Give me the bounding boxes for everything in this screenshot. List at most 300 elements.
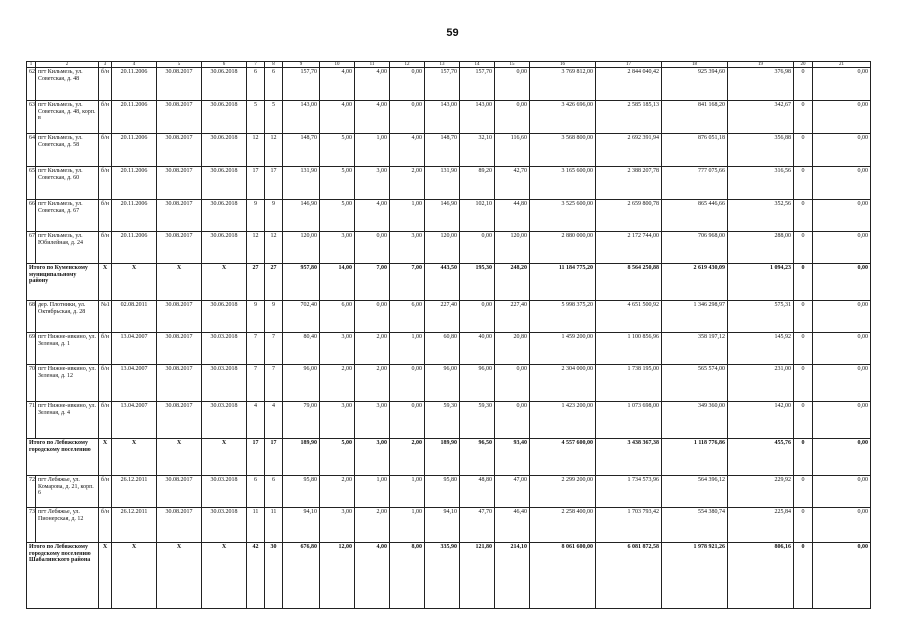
address-cell: пгт Лебяжье, ул. Комарова, д. 21, корп. 6 [36,476,99,508]
row-number: 71 [27,402,36,439]
value-cell: 40,00 [460,333,495,365]
subtotal-row [27,543,871,609]
value-cell: 20.11.2006 [112,68,157,101]
value-cell: 7 [265,333,283,365]
value-cell: 80,40 [283,333,320,365]
value-cell: 231,00 [728,365,794,402]
value-cell: 30.03.2018 [202,508,247,543]
value-cell: 358 197,12 [662,333,728,365]
value-cell: 3 769 812,00 [530,68,596,101]
value-cell: 4 651 500,92 [596,301,662,333]
subtotal-value: X [157,439,202,476]
value-cell: 42,70 [495,167,530,200]
value-cell: 146,90 [283,200,320,232]
value-cell: 6 [247,476,265,508]
value-cell: 9 [265,301,283,333]
subtotal-value: X [157,543,202,609]
value-cell: 0 [794,200,813,232]
subtotal-value: 8 061 600,00 [530,543,596,609]
value-cell: 1,00 [390,476,425,508]
table-row [27,200,871,232]
address-cell: пгт Кильмезь, ул. Советская, д. 67 [36,200,99,232]
value-cell: 02.08.2011 [112,301,157,333]
value-cell: 4,00 [355,101,390,134]
subtotal-value: 12,00 [320,543,355,609]
value-cell: б/н [99,200,112,232]
address-cell: пгт Нижне-ивкино, ул. Зеленая, д. 12 [36,365,99,402]
value-cell: 59,30 [425,402,460,439]
address-cell: пгт Кильмезь, ул. Советская, д. 48 [36,68,99,101]
value-cell: 349 360,00 [662,402,728,439]
value-cell: 706 968,00 [662,232,728,264]
subtotal-value: X [99,439,112,476]
value-cell: 4,00 [320,68,355,101]
column-number: 2 [36,62,99,68]
subtotal-value: 8,00 [390,543,425,609]
value-cell: 342,67 [728,101,794,134]
subtotal-value: 3 438 367,38 [596,439,662,476]
value-cell: 3,00 [355,402,390,439]
value-cell: 4,00 [355,200,390,232]
value-cell: б/н [99,101,112,134]
value-cell: 120,00 [495,232,530,264]
value-cell: 20,80 [495,333,530,365]
value-cell: 6 [247,68,265,101]
value-cell: 12 [265,232,283,264]
column-number: 21 [813,62,871,68]
value-cell: 0 [794,101,813,134]
row-number: 68 [27,301,36,333]
subtotal-value: 443,50 [425,264,460,301]
subtotal-value: 214,10 [495,543,530,609]
value-cell: 1,00 [390,508,425,543]
value-cell: 79,00 [283,402,320,439]
column-number: 17 [596,62,662,68]
value-cell: 4 [247,402,265,439]
subtotal-value: 7,00 [390,264,425,301]
subtotal-value: 17 [265,439,283,476]
value-cell: 1 346 298,97 [662,301,728,333]
value-cell: 143,00 [460,101,495,134]
table-row [27,167,871,200]
value-cell: 225,84 [728,508,794,543]
value-cell: 0 [794,365,813,402]
value-cell: 564 396,12 [662,476,728,508]
value-cell: б/н [99,134,112,167]
value-cell: 30.03.2018 [202,365,247,402]
table-row [27,333,871,365]
value-cell: 30.08.2017 [157,68,202,101]
value-cell: 30.03.2018 [202,402,247,439]
column-number: 20 [794,62,813,68]
column-number: 10 [320,62,355,68]
value-cell: 116,60 [495,134,530,167]
table-row [27,301,871,333]
value-cell: 30.08.2017 [157,134,202,167]
table-row [27,402,871,439]
address-cell: пгт Лебяжье, ул. Пионерская, д. 12 [36,508,99,543]
value-cell: 131,90 [283,167,320,200]
subtotal-value: 2 619 430,09 [662,264,728,301]
value-cell: 575,31 [728,301,794,333]
value-cell: 95,80 [283,476,320,508]
column-number: 19 [728,62,794,68]
subtotal-value: X [202,543,247,609]
row-number: 63 [27,101,36,134]
column-number: 4 [112,62,157,68]
subtotal-value: 30 [265,543,283,609]
value-cell: 143,00 [283,101,320,134]
value-cell: 1,00 [355,476,390,508]
value-cell: 20.11.2006 [112,101,157,134]
value-cell: 30.06.2018 [202,101,247,134]
subtotal-value: 93,40 [495,439,530,476]
subtotal-label: Итого по Лебяжскому городскому поселению [27,439,99,476]
row-number: 70 [27,365,36,402]
value-cell: 0,00 [813,333,871,365]
value-cell: 2 304 000,00 [530,365,596,402]
value-cell: 3 568 800,00 [530,134,596,167]
value-cell: 6 [265,476,283,508]
value-cell: 2 172 744,00 [596,232,662,264]
value-cell: 0 [794,402,813,439]
subtotal-value: 1 118 776,86 [662,439,728,476]
value-cell: 288,00 [728,232,794,264]
value-cell: 9 [265,200,283,232]
row-number: 66 [27,200,36,232]
subtotal-value: 27 [265,264,283,301]
subtotal-label: Итого по Куменскому муниципальному району [27,264,99,301]
subtotal-value: 17 [247,439,265,476]
subtotal-value: 6 081 872,58 [596,543,662,609]
value-cell: 0,00 [355,232,390,264]
value-cell: 2,00 [355,333,390,365]
subtotal-value: 3,00 [355,439,390,476]
value-cell: 2 585 185,13 [596,101,662,134]
value-cell: 2 659 800,78 [596,200,662,232]
subtotal-value: 121,80 [460,543,495,609]
value-cell: 148,70 [283,134,320,167]
subtotal-row [27,439,871,476]
value-cell: б/н [99,508,112,543]
value-cell: 12 [265,134,283,167]
subtotal-value: X [99,543,112,609]
value-cell: 841 168,20 [662,101,728,134]
value-cell: 5,00 [320,134,355,167]
row-number: 73 [27,508,36,543]
value-cell: 2 258 400,00 [530,508,596,543]
value-cell: 5 [265,101,283,134]
subtotal-value: X [112,543,157,609]
value-cell: 145,92 [728,333,794,365]
column-number: 13 [425,62,460,68]
value-cell: 30.08.2017 [157,167,202,200]
subtotal-value: 11 184 775,20 [530,264,596,301]
value-cell: 131,90 [425,167,460,200]
value-cell: 1,00 [390,200,425,232]
value-cell: 11 [265,508,283,543]
value-cell: 146,90 [425,200,460,232]
value-cell: 60,80 [425,333,460,365]
subtotal-value: 806,16 [728,543,794,609]
value-cell: 30.06.2018 [202,134,247,167]
value-cell: 0 [794,301,813,333]
value-cell: 95,80 [425,476,460,508]
value-cell: 13.04.2007 [112,402,157,439]
value-cell: 0,00 [813,68,871,101]
value-cell: 1 703 793,42 [596,508,662,543]
value-cell: 6,00 [320,301,355,333]
value-cell: 5,00 [320,167,355,200]
value-cell: 6,00 [390,301,425,333]
value-cell: 0,00 [813,232,871,264]
value-cell: 3,00 [355,167,390,200]
value-cell: 2,00 [320,476,355,508]
column-number: 16 [530,62,596,68]
value-cell: б/н [99,402,112,439]
value-cell: 96,00 [460,365,495,402]
subtotal-value: 455,76 [728,439,794,476]
value-cell: 3 426 696,00 [530,101,596,134]
page-number: 59 [446,27,459,39]
value-cell: 30.08.2017 [157,232,202,264]
address-cell: пгт Кильмезь, ул. Советская, д. 48, корп. в [36,101,99,134]
value-cell: 96,00 [283,365,320,402]
subtotal-value: 14,00 [320,264,355,301]
value-cell: 5 [247,101,265,134]
value-cell: 7 [247,365,265,402]
value-cell: 30.06.2018 [202,232,247,264]
row-number: 62 [27,68,36,101]
subtotal-value: 0,00 [813,543,871,609]
row-number: 72 [27,476,36,508]
subtotal-value: 957,80 [283,264,320,301]
value-cell: 0,00 [813,167,871,200]
table-row [27,68,871,101]
value-cell: б/н [99,68,112,101]
value-cell: 143,00 [425,101,460,134]
value-cell: 0,00 [813,200,871,232]
value-cell: 229,92 [728,476,794,508]
value-cell: 0,00 [460,301,495,333]
subtotal-value: 189,90 [425,439,460,476]
value-cell: 925 394,60 [662,68,728,101]
value-cell: 13.04.2007 [112,333,157,365]
value-cell: 2,00 [355,365,390,402]
value-cell: 26.12.2011 [112,508,157,543]
value-cell: 2 692 391,94 [596,134,662,167]
column-number: 7 [247,62,265,68]
subtotal-value: 195,30 [460,264,495,301]
address-cell: пгт Кильмезь, ул. Советская, д. 60 [36,167,99,200]
value-cell: 32,10 [460,134,495,167]
subtotal-value: 4 557 600,00 [530,439,596,476]
subtotal-value: 189,90 [283,439,320,476]
value-cell: 2,00 [390,167,425,200]
value-cell: 0,00 [495,101,530,134]
value-cell: 20.11.2006 [112,167,157,200]
value-cell: 0 [794,476,813,508]
address-cell: пгт Кильмезь, ул. Советская, д. 58 [36,134,99,167]
value-cell: 2,00 [355,508,390,543]
subtotal-value: X [99,264,112,301]
column-number: 18 [662,62,728,68]
value-cell: 0,00 [495,402,530,439]
value-cell: б/н [99,333,112,365]
value-cell: 2 299 200,00 [530,476,596,508]
value-cell: 5 998 375,20 [530,301,596,333]
value-cell: 4,00 [355,68,390,101]
value-cell: 1 734 573,96 [596,476,662,508]
housing-register-table [26,61,871,609]
value-cell: б/н [99,232,112,264]
column-number: 5 [157,62,202,68]
value-cell: 1 738 195,00 [596,365,662,402]
value-cell: 6 [265,68,283,101]
subtotal-value: 335,90 [425,543,460,609]
subtotal-value: 0,00 [813,264,871,301]
subtotal-value: 42 [247,543,265,609]
value-cell: 352,56 [728,200,794,232]
value-cell: 30.08.2017 [157,508,202,543]
value-cell: 157,70 [460,68,495,101]
value-cell: 30.08.2017 [157,365,202,402]
value-cell: 0,00 [813,101,871,134]
subtotal-value: 0 [794,264,813,301]
value-cell: 120,00 [425,232,460,264]
table-row [27,134,871,167]
value-cell: 227,40 [495,301,530,333]
column-number: 12 [390,62,425,68]
table-body [27,62,871,609]
subtotal-value: 1 094,23 [728,264,794,301]
column-number: 9 [283,62,320,68]
value-cell: 2 388 207,78 [596,167,662,200]
subtotal-value: 2,00 [390,439,425,476]
value-cell: 30.06.2018 [202,167,247,200]
value-cell: 89,20 [460,167,495,200]
value-cell: 30.08.2017 [157,101,202,134]
value-cell: 5,00 [320,200,355,232]
value-cell: 30.06.2018 [202,200,247,232]
value-cell: 157,70 [283,68,320,101]
address-cell: дер. Плотники, ул. Октябрьская, д. 28 [36,301,99,333]
value-cell: 0,00 [390,68,425,101]
subtotal-value: 676,80 [283,543,320,609]
address-cell: пгт Кильмезь, ул. Юбилейная, д. 24 [36,232,99,264]
value-cell: 0,00 [813,476,871,508]
value-cell: 4 [265,402,283,439]
value-cell: 0 [794,232,813,264]
value-cell: 148,70 [425,134,460,167]
value-cell: 30.08.2017 [157,301,202,333]
value-cell: 376,98 [728,68,794,101]
value-cell: 1 423 200,00 [530,402,596,439]
value-cell: 0,00 [813,134,871,167]
value-cell: 0,00 [495,68,530,101]
column-number: 1 [27,62,36,68]
value-cell: 47,00 [495,476,530,508]
value-cell: 702,40 [283,301,320,333]
value-cell: 2 844 040,42 [596,68,662,101]
value-cell: 0 [794,68,813,101]
value-cell: 4,00 [320,101,355,134]
column-number: 3 [99,62,112,68]
column-number: 6 [202,62,247,68]
value-cell: 0,00 [460,232,495,264]
column-number: 8 [265,62,283,68]
address-cell: пгт Нижне-ивкино, ул. Зеленая, д. 4 [36,402,99,439]
value-cell: 46,40 [495,508,530,543]
value-cell: 30.08.2017 [157,333,202,365]
value-cell: 59,30 [460,402,495,439]
value-cell: 102,10 [460,200,495,232]
value-cell: 94,10 [425,508,460,543]
subtotal-value: X [112,264,157,301]
subtotal-label: Итого по Лебяжскому городскому поселению Шабалинского района [27,543,99,609]
value-cell: 0,00 [813,301,871,333]
subtotal-value: 8 564 250,88 [596,264,662,301]
value-cell: 9 [247,200,265,232]
value-cell: 3 525 600,00 [530,200,596,232]
value-cell: 0,00 [813,365,871,402]
subtotal-value: X [202,439,247,476]
subtotal-value: 96,50 [460,439,495,476]
value-cell: 3,00 [320,232,355,264]
value-cell: №1 [99,301,112,333]
value-cell: 30.03.2018 [202,333,247,365]
subtotal-value: 0 [794,543,813,609]
value-cell: 30.08.2017 [157,402,202,439]
value-cell: 30.06.2018 [202,68,247,101]
row-number: 65 [27,167,36,200]
value-cell: 9 [247,301,265,333]
subtotal-value: 4,00 [355,543,390,609]
value-cell: 3,00 [320,508,355,543]
subtotal-value: 248,20 [495,264,530,301]
value-cell: 1,00 [390,333,425,365]
value-cell: 157,70 [425,68,460,101]
value-cell: 0 [794,508,813,543]
value-cell: 356,88 [728,134,794,167]
subtotal-value: 0,00 [813,439,871,476]
value-cell: б/н [99,476,112,508]
value-cell: 0,00 [813,402,871,439]
value-cell: 2,00 [320,365,355,402]
value-cell: 20.11.2006 [112,200,157,232]
row-number: 69 [27,333,36,365]
value-cell: 3,00 [390,232,425,264]
value-cell: 142,00 [728,402,794,439]
row-number: 67 [27,232,36,264]
table-row [27,365,871,402]
value-cell: 94,10 [283,508,320,543]
table-row [27,101,871,134]
value-cell: 876 051,18 [662,134,728,167]
value-cell: 30.03.2018 [202,476,247,508]
address-cell: пгт Нижне-ивкино, ул. Зеленая, д. 1 [36,333,99,365]
value-cell: 7 [265,365,283,402]
subtotal-value: 5,00 [320,439,355,476]
value-cell: 865 446,66 [662,200,728,232]
value-cell: 1 073 698,00 [596,402,662,439]
subtotal-value: 0 [794,439,813,476]
value-cell: 0,00 [355,301,390,333]
value-cell: 0 [794,167,813,200]
column-number: 15 [495,62,530,68]
value-cell: 47,70 [460,508,495,543]
value-cell: 0,00 [495,365,530,402]
